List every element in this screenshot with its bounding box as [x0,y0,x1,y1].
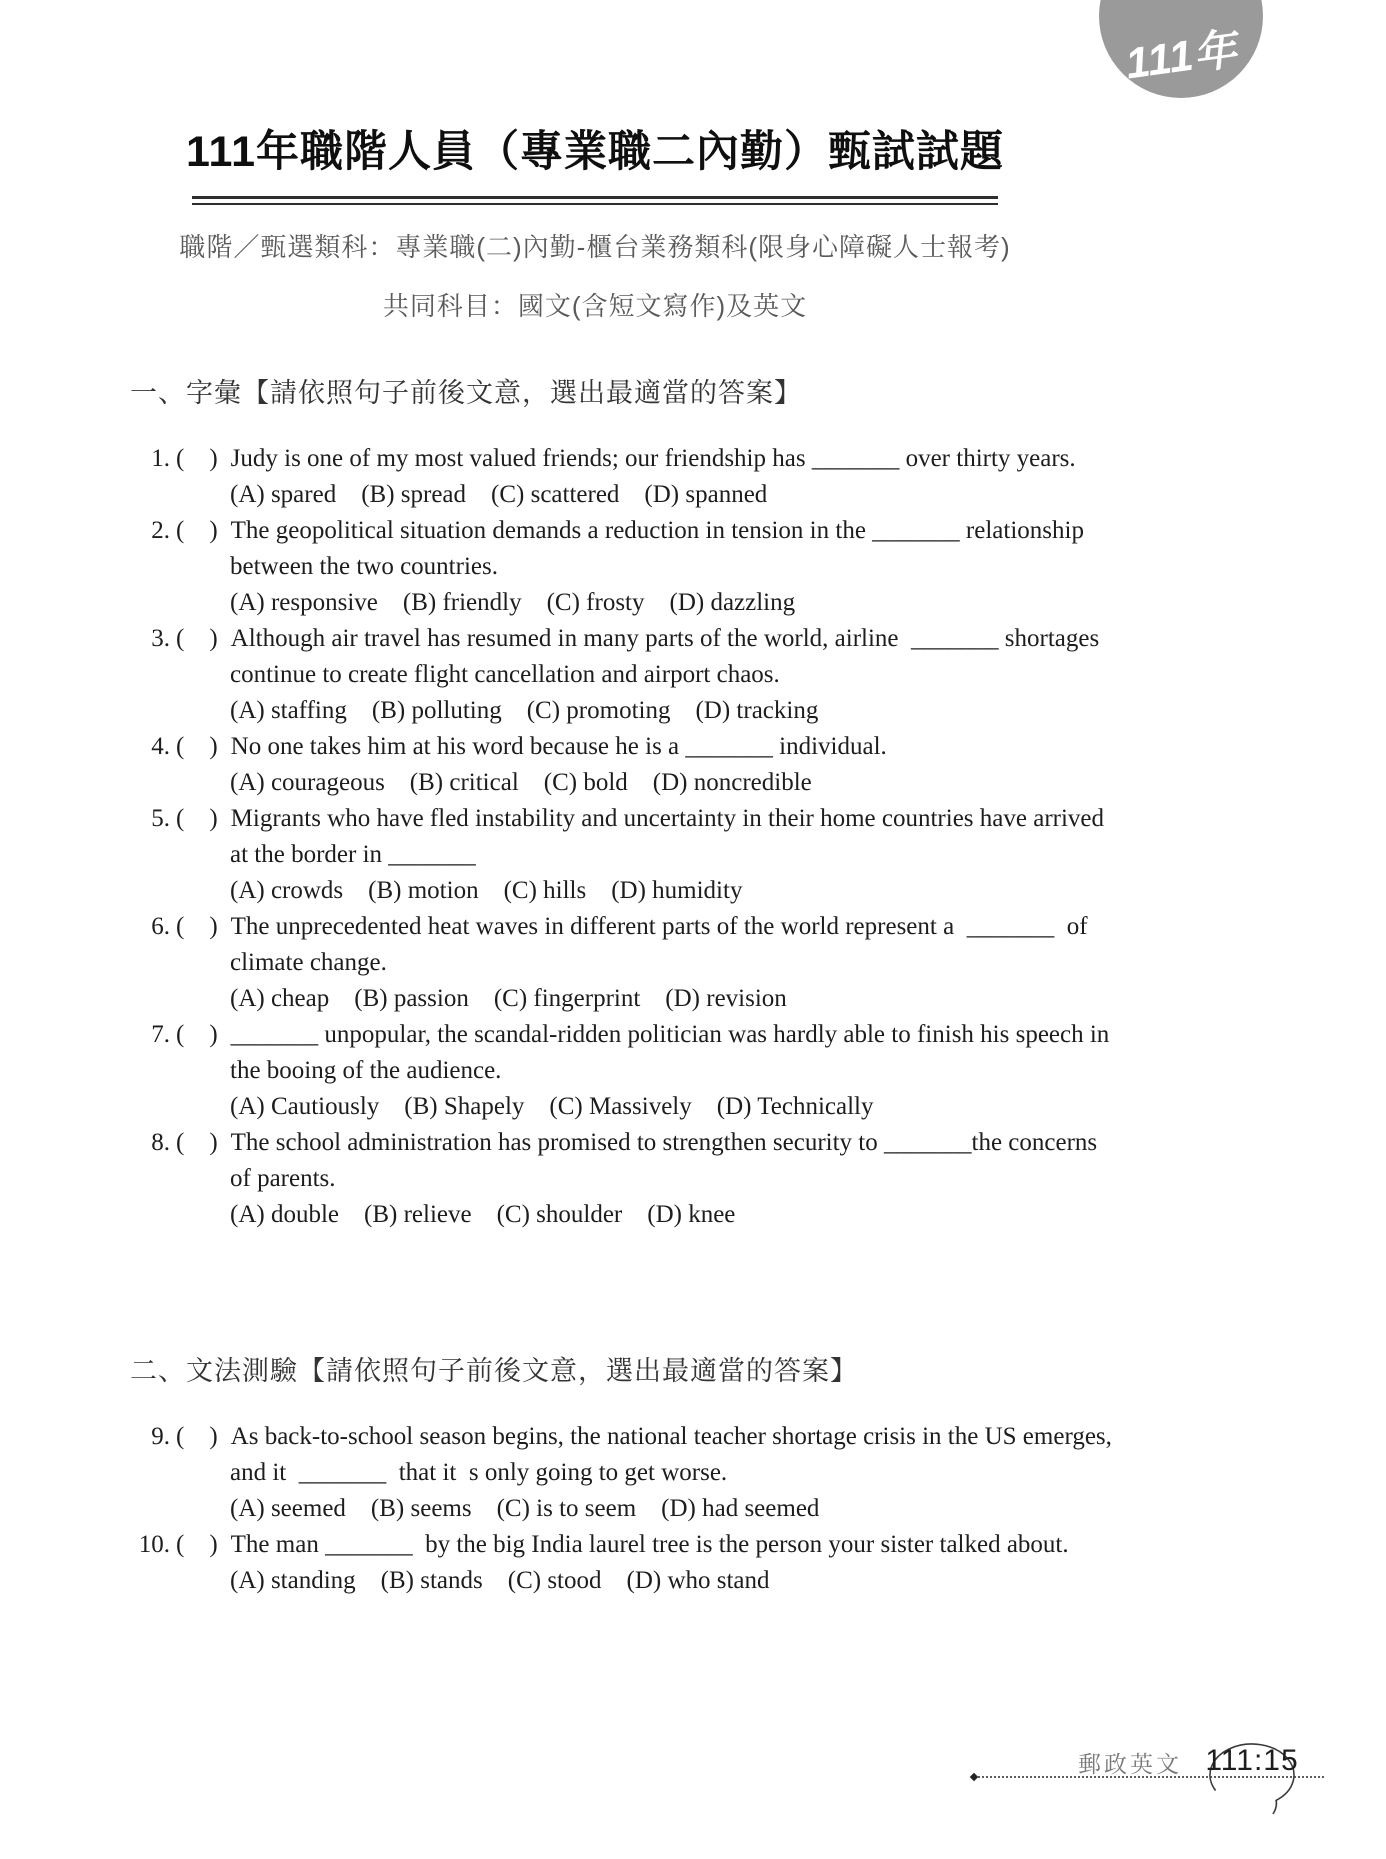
answer-blank-parens: ( ) [176,733,218,760]
question-text: As back-to-school season begins, the national teacher shortage crisis in the US emerges, [230,1423,1112,1450]
page-title: 111年職階人員（專業職二內勤）甄試試題 [186,128,1004,176]
section-2-title: 二、文法測驗【請依照句子前後文意，選出最適當的答案】 [130,1356,858,1386]
answer-blank-parens: ( ) [176,445,218,472]
question-text: The man _______ by the big India laurel tree is the person your sister talked about. [230,1531,1069,1558]
question-number: 3. [151,625,170,652]
answer-blank-parens: ( ) [176,1423,218,1450]
question-3 [130,621,1296,729]
question-text-continued: the booing of the audience. [230,1057,502,1084]
question-options: (A) responsive (B) friendly (C) frosty (D) dazzling [230,589,796,616]
question-text: Although air travel has resumed in many parts of the world, airline _______ shortages [230,625,1100,652]
question-text: Migrants who have fled instability and uncertainty in their home countries have arrived [230,805,1105,832]
answer-blank-parens: ( ) [176,1129,218,1156]
question-5 [130,801,1296,909]
page-number: 111:15 [1205,1744,1299,1777]
question-6 [130,909,1296,1017]
question-text: The school administration has promised to strengthen security to _______the concerns [230,1129,1098,1156]
question-options: (A) courageous (B) critical (C) bold (D) noncredible [230,769,812,796]
answer-blank-parens: ( ) [176,1021,218,1048]
question-options: (A) staffing (B) polluting (C) promoting (D) tracking [230,697,819,724]
section-1-title: 一、字彙【請依照句子前後文意，選出最適當的答案】 [130,378,802,408]
question-text-continued: at the border in _______ [230,841,476,868]
question-number: 6. [151,913,170,940]
question-number: 5. [151,805,170,832]
question-text-continued: continue to create flight cancellation and airport chaos. [230,661,780,688]
question-options: (A) double (B) relieve (C) shoulder (D) knee [230,1201,736,1228]
question-text: Judy is one of my most valued friends; our friendship has _______ over thirty years. [230,445,1076,472]
question-text: The unprecedented heat waves in different parts of the world represent a _______ of [230,913,1088,940]
answer-blank-parens: ( ) [176,517,218,544]
question-number: 4. [151,733,170,760]
page-number-stamp [1204,1735,1300,1821]
question-number: 2. [151,517,170,544]
question-2 [130,513,1296,621]
question-text: _______ unpopular, the scandal-ridden politician was hardly able to finish his speech in [230,1021,1110,1048]
question-options: (A) crowds (B) motion (C) hills (D) humidity [230,877,743,904]
footer-subject-label: 郵政英文 [1078,1751,1182,1777]
question-options: (A) seemed (B) seems (C) is to seem (D) had seemed [230,1495,820,1522]
question-options: (A) spared (B) spread (C) scattered (D) spanned [230,481,768,508]
footer-rule-start-dot [970,1773,978,1781]
question-options: (A) cheap (B) passion (C) fingerprint (D) revision [230,985,787,1012]
answer-blank-parens: ( ) [176,1531,218,1558]
exam-body [0,375,1386,1599]
question-text-continued: of parents. [230,1165,336,1192]
question-number: 1. [151,445,170,472]
title-double-rule [192,196,998,205]
year-badge-label: 111年 [1122,25,1241,89]
question-number: 8. [151,1129,170,1156]
question-7 [130,1017,1296,1125]
question-options: (A) Cautiously (B) Shapely (C) Massively (D) Technically [230,1093,874,1120]
exam-category-line: 職階／甄選類科：專業職(二)內勤-櫃台業務類科(限身心障礙人士報考) [179,231,1011,262]
answer-blank-parens: ( ) [176,913,218,940]
question-text-continued: climate change. [230,949,387,976]
question-text-continued: between the two countries. [230,553,498,580]
answer-blank-parens: ( ) [176,625,218,652]
question-text: No one takes him at his word because he is a _______ individual. [230,733,887,760]
exam-header [0,112,1190,323]
question-9 [130,1419,1296,1527]
question-options: (A) standing (B) stands (C) stood (D) who stand [230,1567,770,1594]
question-number: 7. [151,1021,170,1048]
question-1 [130,441,1296,513]
question-8 [130,1125,1296,1233]
question-4 [130,729,1296,801]
question-number: 10. [138,1531,170,1558]
question-text: The geopolitical situation demands a reduction in tension in the _______ relationship [230,517,1084,544]
question-number: 9. [151,1423,170,1450]
exam-subjects-line: 共同科目：國文(含短文寫作)及英文 [382,290,808,321]
question-10 [130,1527,1296,1599]
year-badge [1099,0,1263,98]
answer-blank-parens: ( ) [176,805,218,832]
question-text-continued: and it _______ that it s only going to get worse. [230,1459,728,1486]
